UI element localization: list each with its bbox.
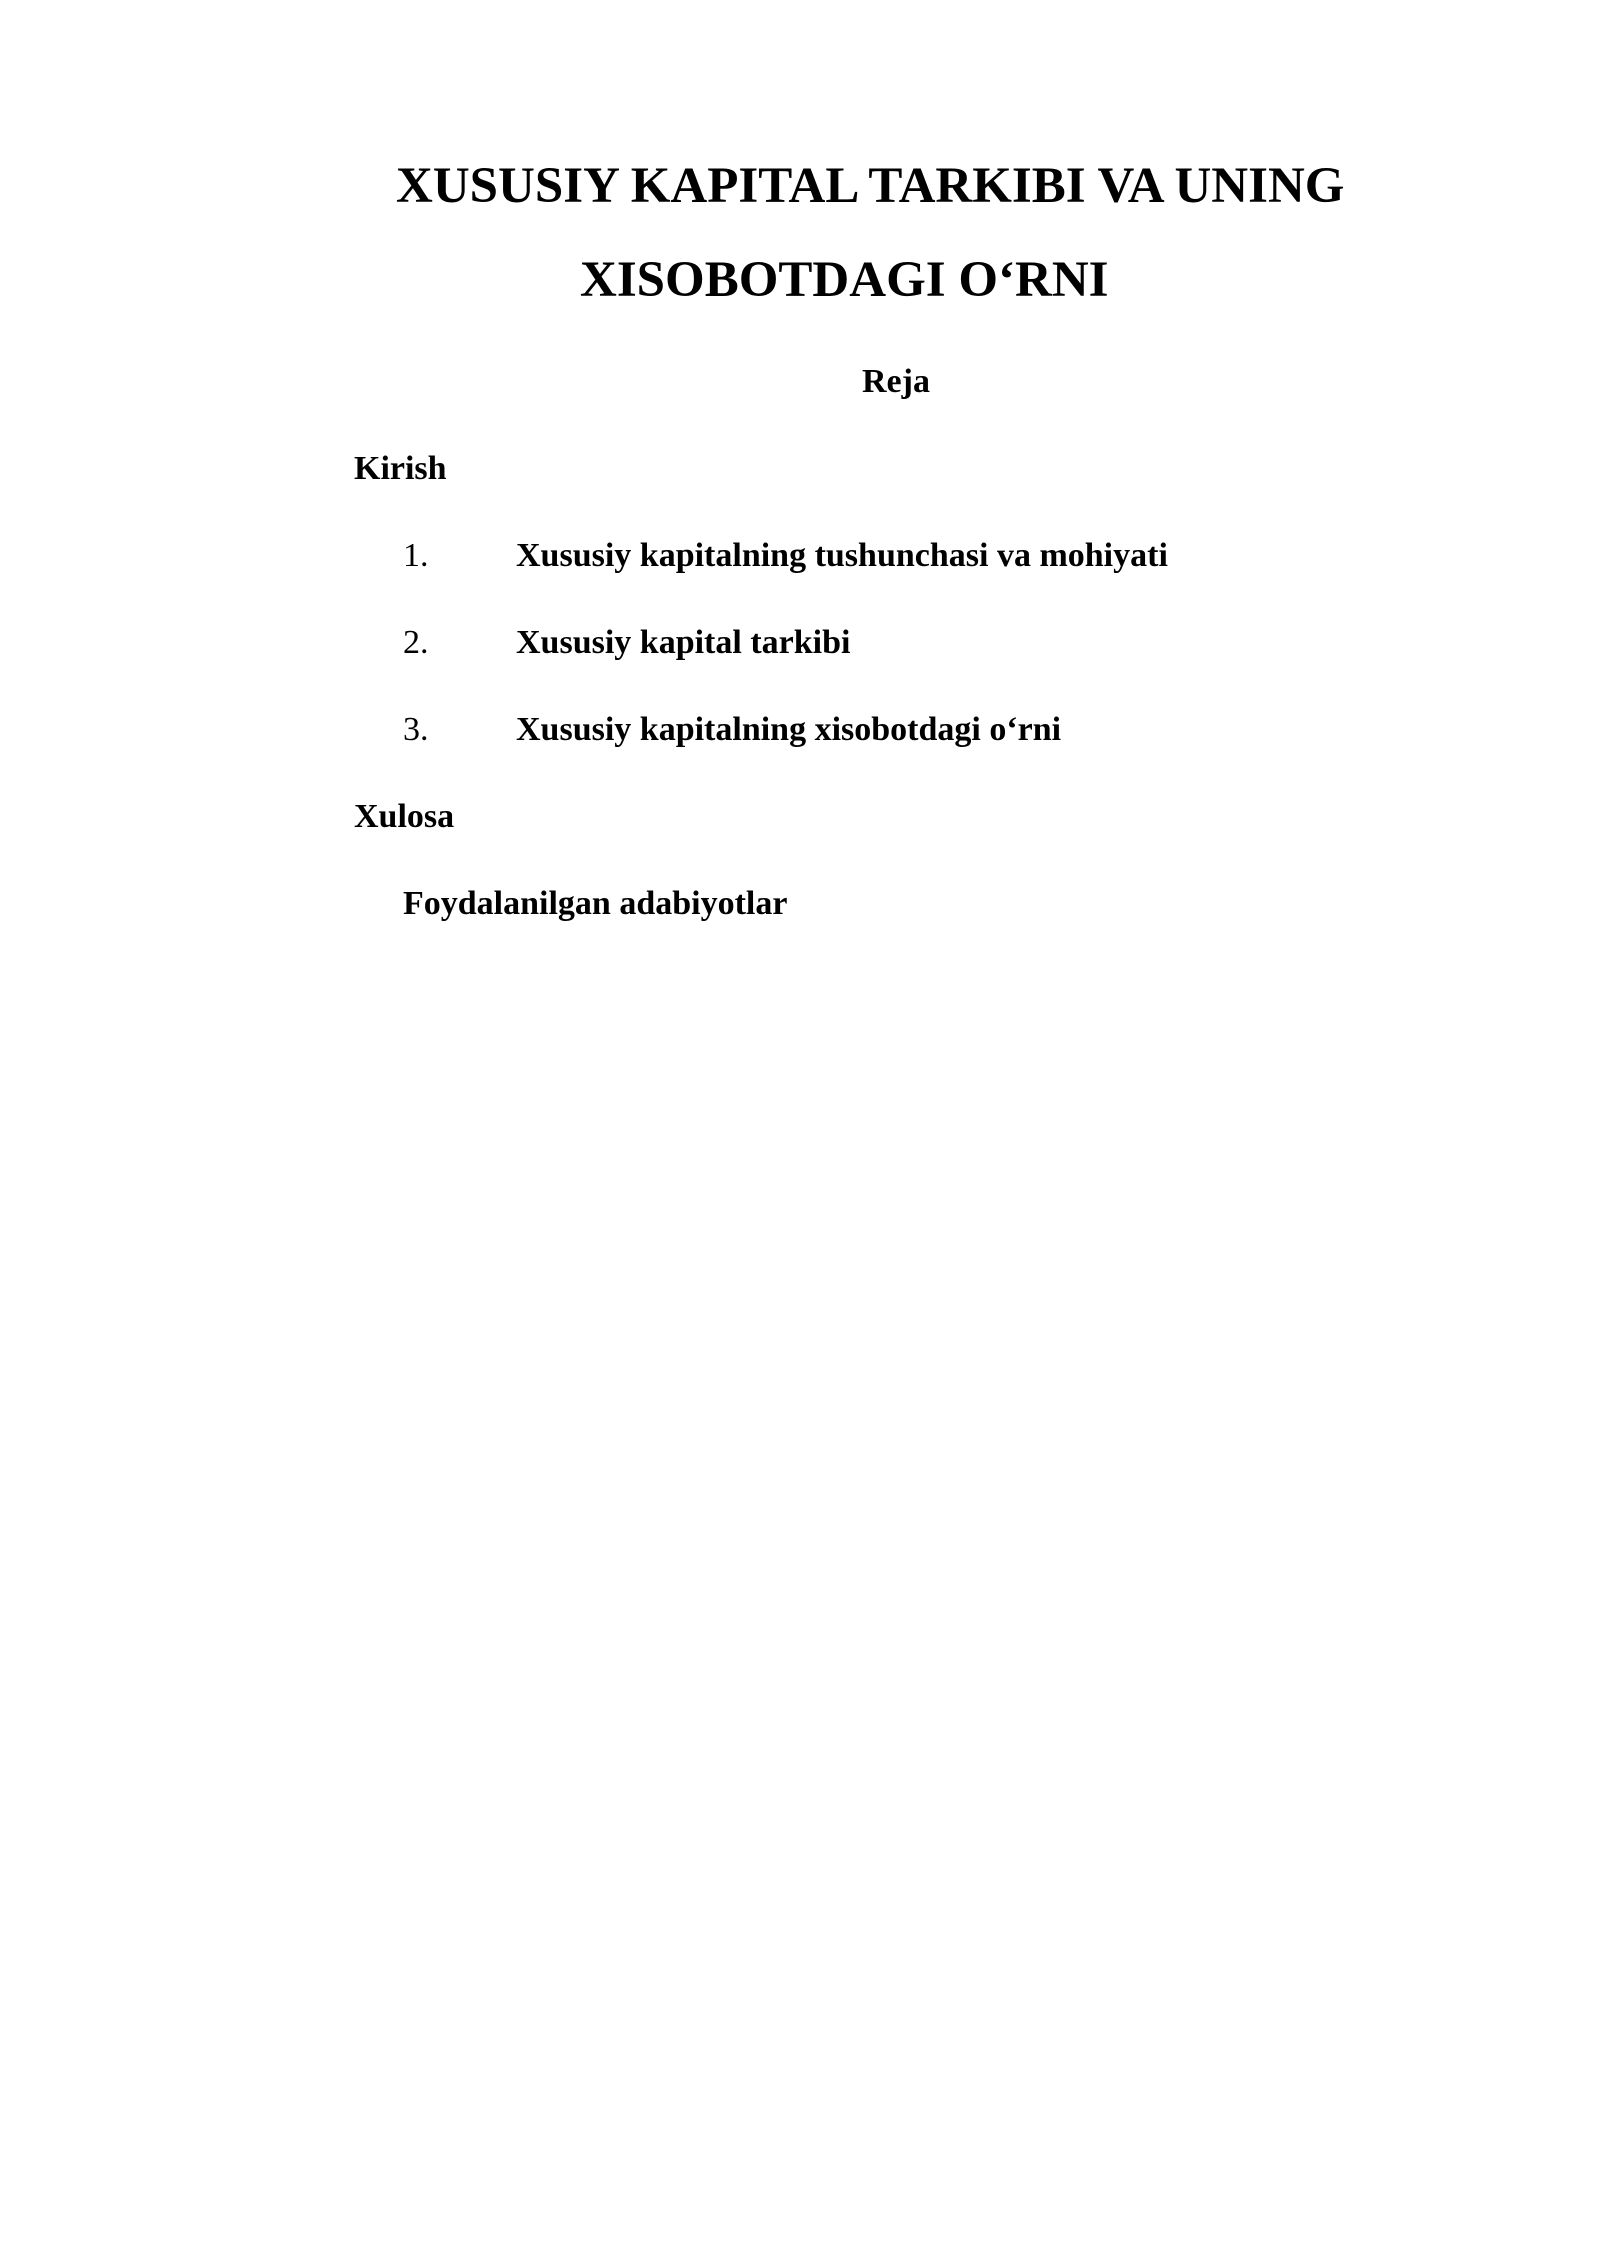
- plan-item-number: 1.: [403, 537, 429, 574]
- document-title-line-2: XISOBOTDAGI O‘RNI: [580, 252, 1109, 308]
- conclusion-heading: Xulosa: [354, 798, 455, 835]
- plan-item-number: 3.: [403, 711, 429, 748]
- plan-item-text: Xususiy kapital tarkibi: [516, 624, 851, 661]
- intro-heading: Kirish: [354, 450, 447, 487]
- plan-item-text: Xususiy kapitalning xisobotdagi o‘rni: [516, 711, 1062, 748]
- references-heading: Foydalanilgan adabiyotlar: [403, 885, 788, 922]
- plan-heading: Reja: [862, 363, 930, 400]
- document-title-line-1: XUSUSIY KAPITAL TARKIBI VA UNING: [396, 158, 1345, 214]
- plan-item-number: 2.: [403, 624, 429, 661]
- plan-item-text: Xususiy kapitalning tushunchasi va mohiyati: [516, 537, 1168, 574]
